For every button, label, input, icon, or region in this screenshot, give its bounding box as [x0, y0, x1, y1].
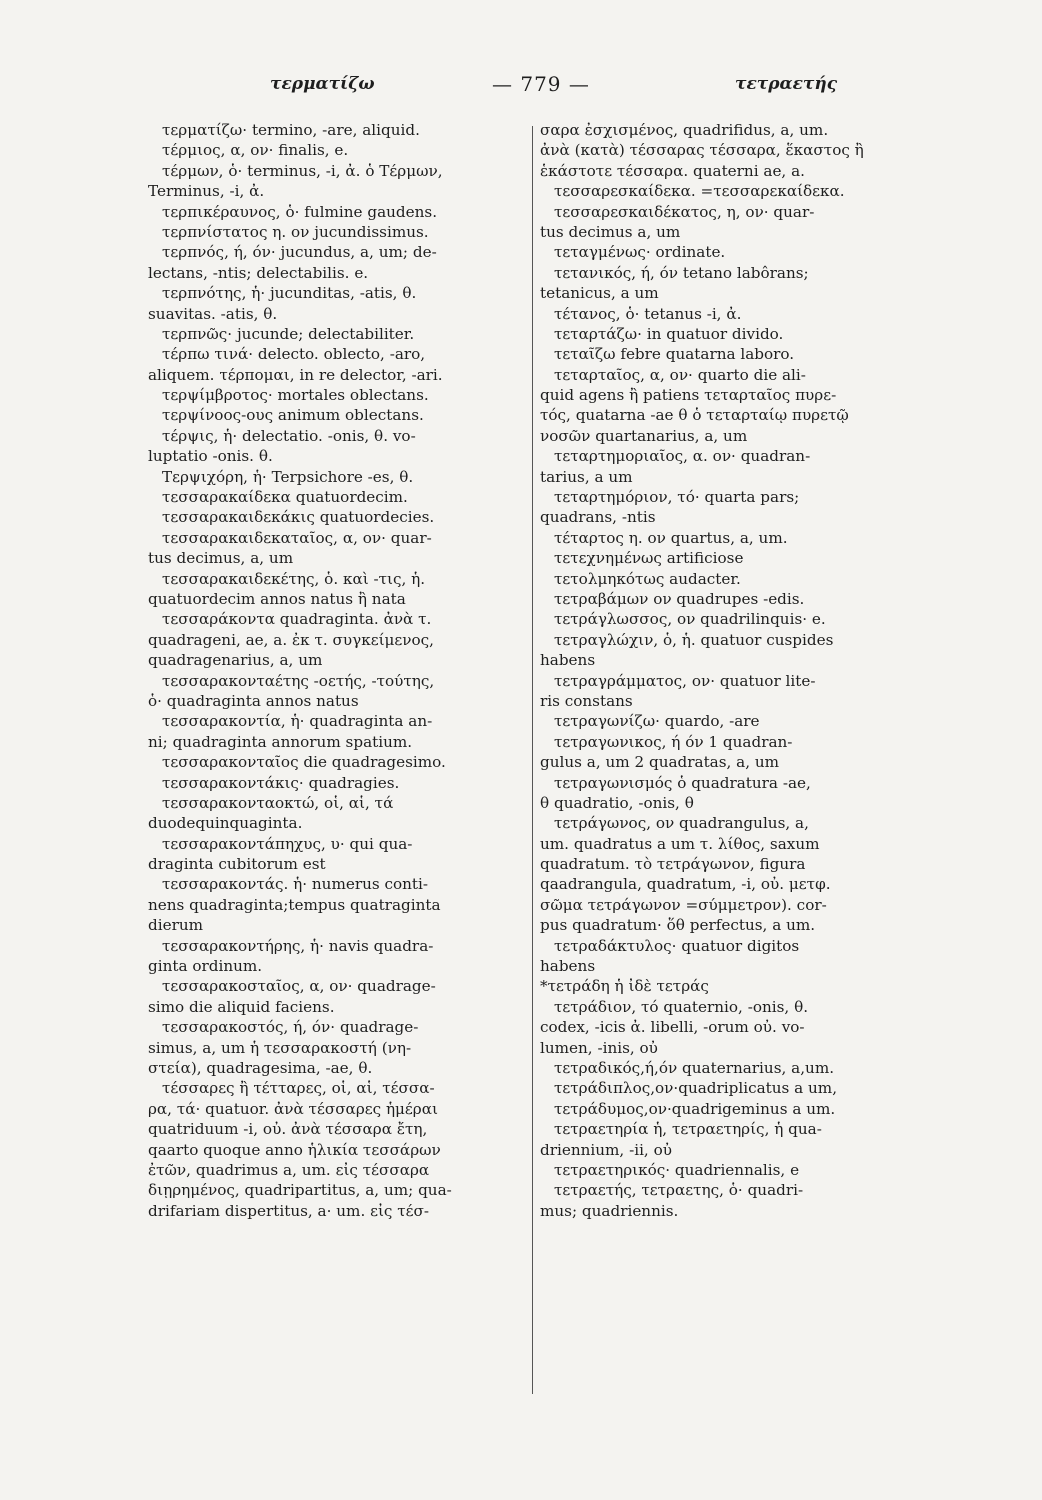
entry-headword-line: τέρπω τινά· delecto. oblecto, -aro,	[162, 345, 426, 364]
entry-continuation-line: simo die aliquid faciens.	[148, 997, 335, 1016]
entry-headword-line: τετράδυμος,ον·quadrigeminus a um.	[554, 1099, 836, 1118]
entry-headword-line: τετεχνημένως artificiose	[554, 549, 744, 568]
entry-headword-line: τέρμιος, α, ον· finalis, e.	[162, 141, 349, 160]
entry-continuation-line: habens	[540, 651, 596, 670]
entry-headword-line: τεσσαρακοστός, ή, όν· quadrage-	[162, 1018, 419, 1037]
entry-headword-line: τεσσαρακονταῖος die quadragesimo.	[162, 753, 446, 772]
entry-headword-line: τερπικέραυνος, ὁ· fulmine gaudens.	[162, 202, 438, 221]
entry-headword-line: τέρψις, ἡ· delectatio. -onis, θ. vo-	[162, 426, 416, 445]
entry-headword-line: τεταρταῖος, α, ον· quarto die ali-	[554, 365, 806, 384]
header-left-guideword: τερματίζω	[270, 74, 375, 94]
entry-headword-line: τεσσαρακοντάκις· quadragies.	[162, 773, 400, 792]
entry-continuation-line: στεία), quadragesima, -ae, θ.	[148, 1058, 373, 1077]
entry-headword-line: τεσσαρεσκαίδεκα. =τεσσαρεκαίδεκα.	[554, 182, 845, 201]
right-column	[540, 120, 915, 1221]
entry-headword-line: τερπνίστατος η. ον jucundissimus.	[162, 222, 429, 241]
entry-continuation-line: θ quadratio, -onis, θ	[540, 793, 694, 812]
entry-continuation-line: tetanicus, a um	[540, 284, 659, 303]
entry-headword-line: τεσσαρακοσταῖος, α, ον· quadrage-	[162, 977, 436, 996]
entry-continuation-line: τός, quatarna -ae θ ὁ τεταρταίῳ πυρετῷ	[540, 406, 849, 425]
entry-continuation-line: ὁ· quadraginta annos natus	[148, 691, 359, 710]
entry-headword-line: τετανικός, ή, όν tetano labôrans;	[554, 263, 809, 282]
page-number: — 779 —	[492, 72, 590, 96]
entry-continuation-line: quatriduum -i, οὐ. ἀνὰ τέσσαρα ἔτη,	[148, 1120, 428, 1139]
entry-continuation-line: codex, -icis ἀ. libelli, -orum οὐ. vo-	[540, 1018, 805, 1037]
entry-headword-line: τετράδιον, τό quaternio, -onis, θ.	[554, 997, 809, 1016]
entry-continuation-line: ρα, τά· quatuor. ἀνὰ τέσσαρες ἡμέραι	[148, 1099, 438, 1118]
entry-headword-line: τεσσαρακοντία, ἡ· quadraginta an-	[162, 712, 433, 731]
entry-headword-line: τεσσαρακαιδεκαταῖος, α, ον· quar-	[162, 528, 432, 547]
entry-headword-line: τερπνῶς· jucunde; delectabiliter.	[162, 324, 415, 343]
entry-continuation-line: dierum	[148, 916, 204, 935]
entry-headword-line: τετραγράμματος, ον· quatuor lite-	[554, 671, 816, 690]
entry-continuation-line: quadrans, -ntis	[540, 508, 656, 527]
entry-continuation-line: διῃρημένος, quadripartitus, a, um; qua-	[148, 1181, 452, 1200]
entry-continuation-line: quid agens ἢ patiens τεταρταῖος πυρε-	[540, 386, 837, 405]
entry-continuation-line: tarius, a um	[540, 467, 633, 486]
entry-continuation-line: ni; quadraginta annorum spatium.	[148, 732, 413, 751]
entry-headword-line: τετραετηρία ἡ, τετραετηρίς, ἡ qua-	[554, 1120, 822, 1139]
entry-continuation-line: σαρα ἐσχισμένος, quadrifidus, a, um.	[540, 121, 829, 139]
entry-headword-line: τεσσαρεσκαιδέκατος, η, ον· quar-	[554, 202, 815, 221]
entry-headword-line: τετράδιπλος,ον·quadriplicatus a um,	[554, 1079, 838, 1098]
entry-headword-line: τεταγμένως· ordinate.	[554, 243, 726, 262]
page-header	[0, 70, 1042, 110]
entry-continuation-line: nens quadraginta;tempus quatraginta	[148, 895, 441, 914]
entry-headword-line: τετραγωνίζω· quardo, -are	[554, 712, 760, 731]
entry-headword-line: τερπνός, ή, όν· jucundus, a, um; de-	[162, 243, 437, 262]
entry-headword-line: τετράγωνος, ον quadrangulus, a,	[554, 814, 809, 833]
entry-headword-line: τέταρτος η. ον quartus, a, um.	[554, 528, 788, 547]
entry-headword-line: τέτανος, ὁ· tetanus -i, ἀ.	[554, 304, 742, 323]
entry-headword-line: τεσσαρακαιδεκάκις quatuordecies.	[162, 508, 435, 527]
entry-continuation-line: ἐτῶν, quadrimus a, um. εἰς τέσσαρα	[148, 1160, 430, 1179]
entry-headword-line: τερψίμβροτος· mortales oblectans.	[162, 386, 429, 405]
entry-headword-line: τεταρτημοριαῖος, α. ον· quadran-	[554, 447, 811, 466]
entry-headword-line: τετράγλωσσος, ον quadrilinquis· e.	[554, 610, 826, 629]
entry-continuation-line: quadratum. τὸ τετράγωνον, figura	[540, 855, 806, 874]
entry-continuation-line: um. quadratus a um τ. λίθος, saxum	[540, 834, 820, 853]
entry-headword-line: τετραβάμων ον quadrupes -edis.	[554, 589, 805, 608]
entry-headword-line: τετραγωνικος, ή όν 1 quadran-	[554, 732, 793, 751]
entry-headword-line: τετραγωνισμός ὁ quadratura -ae,	[554, 773, 811, 792]
entry-continuation-line: duodequinquaginta.	[148, 814, 303, 833]
entry-continuation-line: suavitas. -atis, θ.	[148, 304, 278, 323]
entry-headword-line: τερψίνοος-ους animum oblectans.	[162, 406, 424, 425]
entry-continuation-line: νοσῶν quartanarius, a, um	[540, 426, 748, 445]
entry-headword-line: τετραετής, τετραετης, ὁ· quadri-	[554, 1181, 804, 1200]
entry-continuation-line: pus quadratum· ὅθ perfectus, a um.	[540, 916, 816, 935]
entry-continuation-line: ris constans	[540, 691, 633, 710]
entry-headword-line: τετραδικός,ή,όν quaternarius, a,um.	[554, 1058, 835, 1077]
entry-continuation-line: lumen, -inis, οὐ	[540, 1038, 658, 1057]
entry-continuation-line: simus, a, um ἡ τεσσαρακοστή (νη-	[148, 1038, 412, 1057]
entry-headword-line: τεσσαρακονταέτης -οετής, -τούτης,	[162, 671, 435, 690]
entry-continuation-line: quadragenarius, a, um	[148, 651, 323, 670]
entry-continuation-line: quatuordecim annos natus ἢ nata	[148, 589, 406, 608]
entry-continuation-line: tus decimus a, um	[540, 222, 681, 241]
entry-headword-line: τέσσαρες ἢ τέτταρες, οἱ, αἱ, τέσσα-	[162, 1079, 435, 1098]
entry-headword-line: τετολμηκότως audacter.	[554, 569, 741, 588]
left-column	[148, 120, 526, 1221]
entry-headword-line: τεσσαράκοντα quadraginta. ἀνὰ τ.	[162, 610, 432, 629]
entry-headword-line: τεσσαρακοντήρης, ἡ· navis quadra-	[162, 936, 434, 955]
entry-continuation-line: qaarto quoque anno ἡλικία τεσσάρων	[148, 1140, 441, 1159]
header-right-guideword: τετραετής	[735, 74, 838, 94]
entry-headword-line: τερματίζω· termino, -are, aliquid.	[162, 121, 420, 139]
entry-continuation-line: luptatio -onis. θ.	[148, 447, 273, 466]
entry-continuation-line: tus decimus, a, um	[148, 549, 294, 568]
entry-continuation-line: drifariam dispertitus, a· um. εἰς τέσ-	[148, 1201, 430, 1220]
entry-continuation-line: quadrageni, ae, a. ἐκ τ. συγκείμενος,	[148, 630, 434, 649]
entry-headword-line: τετραγλώχιν, ὁ, ἡ. quatuor cuspides	[554, 630, 834, 649]
entry-headword-line: τεταρτάζω· in quatuor divido.	[554, 324, 784, 343]
entry-headword-line: τετραδάκτυλος· quatuor digitos	[554, 936, 800, 955]
entry-continuation-line: driennium, -ii, οὐ	[540, 1140, 672, 1159]
entry-continuation-line: gulus a, um 2 quadratas, a, um	[540, 753, 780, 772]
entry-continuation-line: aliquem. τέρπομαι, in re delector, -ari.	[148, 365, 443, 384]
entry-headword-line: τεσσαρακονταοκτώ, οἱ, αἱ, τά	[162, 793, 394, 812]
entry-continuation-line: habens	[540, 957, 596, 976]
entry-continuation-line: draginta cubitorum est	[148, 855, 326, 874]
entry-headword-line: τερπνότης, ἡ· jucunditas, -atis, θ.	[162, 284, 417, 303]
entry-continuation-line: ἑκάστοτε τέσσαρα. quaterni ae, a.	[540, 161, 805, 180]
entry-headword-line: τετραετηρικός· quadriennalis, e	[554, 1160, 800, 1179]
entry-headword-line: τεσσαρακοντάς. ἡ· numerus conti-	[162, 875, 429, 894]
entry-headword-line: τεταῖζω febre quatarna laboro.	[554, 345, 795, 364]
entry-continuation-line: σῶμα τετράγωνον =σύμμετρον). cor-	[540, 895, 827, 914]
entry-headword-line: Τερψιχόρη, ἡ· Terpsichore -es, θ.	[162, 467, 414, 486]
column-divider	[532, 126, 533, 1394]
entry-continuation-line: lectans, -ntis; delectabilis. e.	[148, 263, 369, 282]
entry-continuation-line: ἀνὰ (κατὰ) τέσσαρας τέσσαρα, ἕκαστος ἢ	[540, 141, 864, 160]
entry-continuation-line: qaadrangula, quadratum, -i, οὐ. μετφ.	[540, 875, 831, 894]
entry-headword-line: τεταρτημόριον, τό· quarta pars;	[554, 488, 800, 507]
entry-continuation-line: mus; quadriennis.	[540, 1201, 679, 1220]
entry-headword-line: τεσσαρακαίδεκα quatuordecim.	[162, 488, 408, 507]
entry-headword-line: τέρμων, ὁ· terminus, -i, ἀ. ὁ Τέρμων,	[162, 161, 443, 180]
entry-headword-line: τεσσαρακαιδεκέτης, ὁ. καὶ -τις, ἡ.	[162, 569, 426, 588]
entry-continuation-line: ginta ordinum.	[148, 957, 263, 976]
entry-continuation-line: *τετράδη ἡ ἰδὲ τετράς	[540, 977, 709, 996]
entry-continuation-line: Terminus, -i, ἀ.	[148, 182, 265, 201]
entry-headword-line: τεσσαρακοντάπηχυς, υ· qui qua-	[162, 834, 413, 853]
